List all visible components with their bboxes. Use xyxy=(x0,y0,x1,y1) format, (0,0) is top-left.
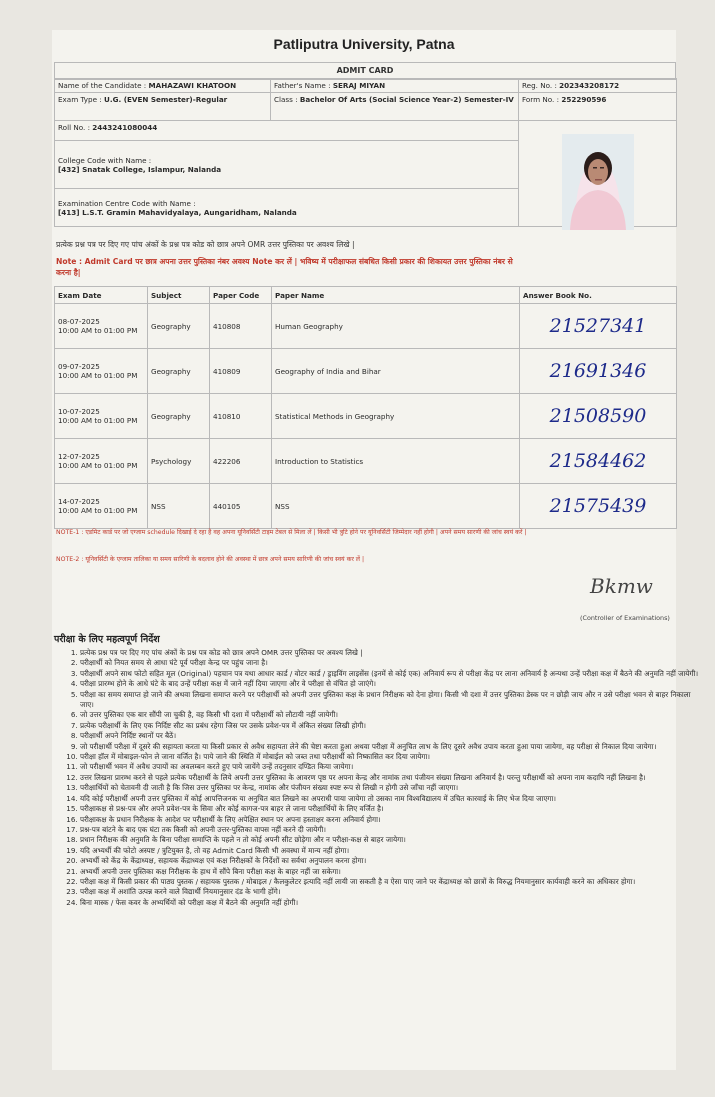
paper-code-cell: 422206 xyxy=(210,439,272,484)
answer-book-no: 21508590 xyxy=(520,394,677,439)
subject-cell: Geography xyxy=(148,349,210,394)
reg-no-cell: Reg. No. : 202343208172 xyxy=(519,79,677,93)
subject-cell: NSS xyxy=(148,484,210,529)
table-row xyxy=(55,484,677,529)
college-name: [432] Snatak College, Islampur, Nalanda xyxy=(58,164,222,174)
header-exam-date: Exam Date xyxy=(55,287,148,304)
father-name: SERAJ MIYAN xyxy=(332,81,386,90)
controller-signature: Bkmw xyxy=(590,574,653,598)
list-item: 7. प्रत्येक परीक्षार्थी के लिए एक निर्दिष्ट सीट का प्रबंध रहेगा जिस पर उसके प्रवेश-पत्र में अंकित संख्या लिखी होगी। xyxy=(80,721,700,731)
list-item: 8. परीक्षार्थी अपने निर्दिष्ट स्थानों पर बैठें। xyxy=(80,731,700,741)
form-no: 252290596 xyxy=(561,95,607,104)
list-item: 11. जो परीक्षार्थी भवन में अवैध उपायों का अवलम्बन करते हुए पाये जायेंगे उन्हें तदनुसार दण्डित किया जायेगा। xyxy=(80,762,700,772)
answer-book-no: 21691346 xyxy=(520,349,677,394)
list-item: 19. यदि अभ्यर्थी की फोटो अस्पष्ट / त्रुटियुक्त है, तो वह Admit Card किसी भी अवस्था में मान्य नहीं होगा। xyxy=(80,846,700,856)
list-item: 15. परीक्षाकक्ष से प्रश्न-पत्र और अपने प्रवेश-पत्र के सिवा और कोई कागज-पत्र बाहर ले जाना परीक्षार्थियों के लिए वर्जित है। xyxy=(80,804,700,814)
exam-type: U.G. (EVEN Semester)-Regular xyxy=(104,95,228,104)
omr-note: प्रत्येक प्रश्न पत्र पर दिए गए पांच अंकों के प्रश्न पत्र कोड को छात्र अपने OMR उत्तर पुस्तिका पर अवश्य लिखे | xyxy=(56,240,355,249)
list-item: 14. यदि कोई परीक्षार्थी अपनी उत्तर पुस्तिका में कोई आपत्तिजनक या अनुचित बात लिखने का अपराधी पाया जायेगा तो उसका नाम विश्वविद्यालय में उचित कारवाई के लिए भेज दिया जाएगा। xyxy=(80,794,700,804)
list-item: 24. बिना मास्क / फेस कवर के अभ्यर्थियों को परीक्षा कक्ष में बैठने की अनुमति नहीं होगी। xyxy=(80,898,700,908)
paper-code-cell: 410809 xyxy=(210,349,272,394)
instructions-title: परीक्षा के लिए महत्वपूर्ण निर्देश xyxy=(54,634,160,645)
paper-code-cell: 410810 xyxy=(210,394,272,439)
list-item: 9. जो परीक्षार्थी परीक्षा में दूसरे की सहायता करता या किसी प्रकार से अवैध सहायता लेने की चेष्टा करता हुआ अथवा परीक्षा में अनुचित लाभ के लिए दूसरे अवैध उपाय करता हुआ पाया जायेगा, वह परीक्षा से निकाल दिया जायेगा। xyxy=(80,742,700,752)
header-answer-book: Answer Book No. xyxy=(520,287,677,304)
class-cell: Class : Bachelor Of Arts (Social Science Year-2) Semester-IV xyxy=(271,93,519,121)
paper-name-cell: Statistical Methods in Geography xyxy=(272,394,520,439)
paper-name-cell: NSS xyxy=(272,484,520,529)
list-item: 6. जो उत्तर पुस्तिका एक बार सौंपी जा चुकी है, वह किसी भी दशा में परीक्षार्थी को लौटायी नहीं जायेगी। xyxy=(80,710,700,720)
paper-name-cell: Introduction to Statistics xyxy=(272,439,520,484)
table-row xyxy=(55,394,677,439)
list-item: 4. परीक्षा प्रारम्भ होने के आधे घंटे के बाद उन्हें परीक्षा कक्ष में जाने नहीं दिया जाएगा और वे परीक्षा से वंचित हो जाएंगे। xyxy=(80,679,700,689)
list-item: 17. प्रश्न-पत्र बांटने के बाद एक घंटा तक किसी को अपनी उत्तर-पुस्तिका वापस नहीं करने दी जायेगी। xyxy=(80,825,700,835)
exam-type-cell: Exam Type : U.G. (EVEN Semester)-Regular xyxy=(55,93,271,121)
class-name: Bachelor Of Arts (Social Science Year-2) Semester-IV xyxy=(299,95,514,104)
table-row xyxy=(55,304,677,349)
subject-cell: Psychology xyxy=(148,439,210,484)
answer-book-no: 21584462 xyxy=(520,439,677,484)
candidate-name-cell: Name of the Candidate : MAHAZAWI KHATOON xyxy=(55,79,271,93)
subject-cell: Geography xyxy=(148,394,210,439)
list-item: 22. परीक्षा कक्ष में किसी प्रकार की पाठ्य पुस्तक / सहायक पुस्तक / मोबाइल / कैलकुलेटर इत्यादि नहीं लायी जा सकती है व ऐसा पाए जाने पर केंद्राध्यक्ष को छात्रों के विरुद्ध नियमानुसार कार्यवाही करने का अधिकार होगा। xyxy=(80,877,700,887)
candidate-photo xyxy=(562,134,634,230)
admit-card-heading: ADMIT CARD xyxy=(54,62,676,80)
exam-date-cell: 12-07-2025 10:00 AM to 01:00 PM xyxy=(55,439,148,484)
list-item: 23. परीक्षा कक्ष में अशांति उत्पन्न करने वाले विद्यार्थी नियमानुसार दंड के भागी होंगे। xyxy=(80,887,700,897)
paper-name-cell: Human Geography xyxy=(272,304,520,349)
father-name-cell: Father's Name : SERAJ MIYAN xyxy=(271,79,519,93)
exam-date-cell: 09-07-2025 10:00 AM to 01:00 PM xyxy=(55,349,148,394)
list-item: 2. परीक्षार्थी को नियत समय से आधा घंटे पूर्व परीक्षा केन्द्र पर पहुंच जाना है। xyxy=(80,658,700,668)
exam-date-cell: 08-07-2025 10:00 AM to 01:00 PM xyxy=(55,304,148,349)
university-title: Patliputra University, Patna xyxy=(273,36,455,52)
header-paper-code: Paper Code xyxy=(210,287,272,304)
paper-code-cell: 410808 xyxy=(210,304,272,349)
answer-book-no: 21575439 xyxy=(520,484,677,529)
form-no-cell: Form No. : 252290596 xyxy=(519,93,677,121)
exam-schedule-table xyxy=(54,286,677,529)
list-item: 21. अभ्यर्थी अपनी उत्तर पुस्तिका कक्ष निरीक्षक के हाथ में सौंपे बिना परीक्षा कक्ष के बाहर नहीं जा सकेगा। xyxy=(80,867,700,877)
list-item: 1. प्रत्येक प्रश्न पत्र पर दिए गए पांच अंकों के प्रश्न पत्र कोड को छात्र अपने OMR उत्तर पुस्तिका पर अवश्य लिखे | xyxy=(80,648,700,658)
header-paper-name: Paper Name xyxy=(272,287,520,304)
reg-no: 202343208172 xyxy=(559,81,620,90)
footer-note-2: NOTE-2 : यूनिवर्सिटी के एग्जाम तालिका या समय सारिणी के बदलाव होने की अवस्था में छात्र अपने समय सारिणी की जांच स्वयं कर लें | xyxy=(56,556,365,563)
table-row xyxy=(55,349,677,394)
paper-code-cell: 440105 xyxy=(210,484,272,529)
exam-centre-cell: Examination Centre Code with Name : [413] L.S.T. Gramin Mahavidyalaya, Aungaridham, Nalanda xyxy=(55,189,519,227)
roll-no-cell: Roll No. : 2443241080044 xyxy=(55,121,519,141)
list-item: 18. प्रधान निरीक्षक की अनुमति के बिना परीक्षा समाप्ति के पहले न तो कोई अपनी सीट छोड़ेगा और न परीक्षा-कक्ष से बाहर जायेगा। xyxy=(80,835,700,845)
exam-date-cell: 14-07-2025 10:00 AM to 01:00 PM xyxy=(55,484,148,529)
admit-card-note: Note : Admit Card पर छात्र अपना उत्तर पुस्तिका नंबर अवश्य Note कर लें | भविष्य में परीक्षाफल संबधित किसी प्रकार की शिकायत उत्तर पुस्तिका नंबर से करना है| xyxy=(56,257,513,277)
paper-name-cell: Geography of India and Bihar xyxy=(272,349,520,394)
list-item: 20. अभ्यर्थी को केंद्र के केंद्राध्यक्ष, सहायक केंद्राध्यक्ष एवं कक्ष निरीक्षकों के निर्देशों का सर्वथा अनुपालन करना होगा। xyxy=(80,856,700,866)
list-item: 16. परीक्षाकक्ष के प्रधान निरीक्षक के आदेश पर परीक्षार्थी के लिए अपेक्षित स्थान पर अपना हस्ताक्षर करना अनिवार्य होगा। xyxy=(80,815,700,825)
roll-no: 2443241080044 xyxy=(92,123,158,132)
candidate-name: MAHAZAWI KHATOON xyxy=(148,81,237,90)
instructions-list xyxy=(56,648,700,908)
exam-date-cell: 10-07-2025 10:00 AM to 01:00 PM xyxy=(55,394,148,439)
list-item: 5. परीक्षा का समय समाप्त हो जाने की अथवा लिखना समाप्त करने पर परीक्षार्थी को अपनी उत्तर पुस्तिका कक्ष के प्रधान निरीक्षक को देना होगा। किसी भी दशा में उत्तर पुस्तिका डेस्क पर न छोड़ी जाय और न उसे परीक्षा भवन से बाहर निकाला जाए। xyxy=(80,690,700,711)
header-subject: Subject xyxy=(148,287,210,304)
college-cell: College Code with Name : [432] Snatak College, Islampur, Nalanda xyxy=(55,141,519,189)
list-item: 12. उत्तर लिखना प्रारम्भ करने से पहले प्रत्येक परीक्षार्थी के लिये अपनी उत्तर पुस्तिका के आवरण पृष्ठ पर अपना केन्द्र और नामांक तथा पंजीयन संख्या लिखना अनिवार्य है। परन्तु परीक्षार्थी को अपना नाम कदापि नहीं लिखना है। xyxy=(80,773,700,783)
controller-label: (Controller of Examinations) xyxy=(580,614,670,622)
subject-cell: Geography xyxy=(148,304,210,349)
list-item: 10. परीक्षा हॉल में मोबाइल-फोन ले जाना वर्जित है। पाये जाने की स्थिति में मोबाईल को जब्त तथा परीक्षार्थी को निष्कासित कर दिया जायेगा। xyxy=(80,752,700,762)
table-row xyxy=(55,439,677,484)
answer-book-no: 21527341 xyxy=(520,304,677,349)
list-item: 13. परीक्षार्थियों को चेतावनी दी जाती है कि जिस उत्तर पुस्तिका पर केन्द्र, नामांक और पंजीयन संख्या स्पष्ट रूप से लिखी न होगी उसे जाँचा नहीं जाएगा। xyxy=(80,783,700,793)
exam-centre: [413] L.S.T. Gramin Mahavidyalaya, Aungaridham, Nalanda xyxy=(58,207,297,217)
footer-note-1: NOTE-1 : एडमिट कार्ड पर जो एग्जाम schedule दिखाई दे रहा है वह अपना यूनिवर्सिटी टाइम टेबल से मिला लें | किसी भी त्रुटि होने पर यूनिवर्सिटी जिम्मेदार नहीं होगी | अपने समय सारणी की जांच स्वयं करें | xyxy=(56,529,527,536)
list-item: 3. परीक्षार्थी अपने साथ फोटो सहित मूल (Original) पहचान पत्र यथा आधार कार्ड / वोटर कार्ड / ड्राइविंग लाइसेंस (इनमें से कोई एक) अनिवार्य रूप से परीक्षा केंद्र पर लाना अनिवार्य है अन्यथा उन्हें परीक्षा कक्ष में बैठने की अनुमति नहीं जायेगी। xyxy=(80,669,700,679)
